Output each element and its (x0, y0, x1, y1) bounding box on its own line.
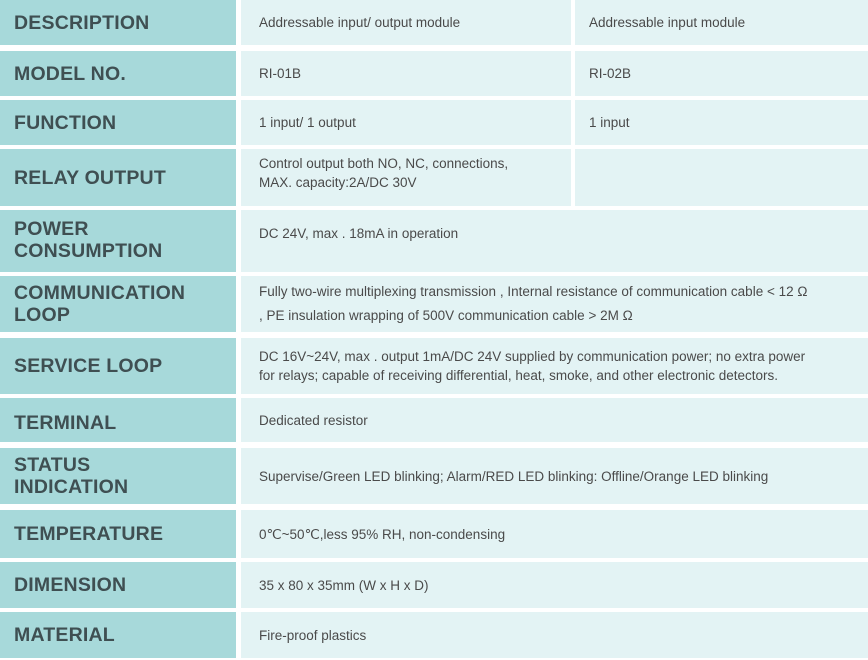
table-row-power-consumption (0, 210, 868, 272)
row-label-function: FUNCTION (0, 100, 236, 145)
row-label-terminal: TERMINAL (0, 398, 236, 442)
cell-service-loop: DC 16V~24V, max . output 1mA/DC 24V supplied by communication power; no extra power for relays; capable of receiving differential, heat, smoke, and other electronic detectors. (241, 338, 868, 394)
relay-line-2: MAX. capacity:2A/DC 30V (259, 175, 417, 190)
cell-function-ri02b: 1 input (575, 100, 868, 145)
row-label-temperature: TEMPERATURE (0, 510, 236, 558)
cell-communication-loop: Fully two-wire multiplexing transmission , Internal resistance of communication cable < 12 Ω , PE insulation wrapping of 500V communication cable > 2M Ω (241, 276, 868, 332)
cell-status-indication: Supervise/Green LED blinking; Alarm/RED LED blinking: Offline/Orange LED blinking (241, 448, 868, 504)
cell-model-ri01b: RI-01B (241, 51, 571, 96)
cell-material: Fire-proof plastics (241, 612, 868, 658)
row-label-communication-loop: COMMUNICATION LOOP (0, 276, 236, 332)
table-row-communication-loop (0, 276, 868, 332)
table-row-service-loop (0, 338, 868, 394)
table-row-status-indication (0, 448, 868, 504)
table-row-terminal (0, 398, 868, 442)
table-row-temperature (0, 510, 868, 558)
table-row-model-no (0, 51, 868, 96)
cell-relay-ri01b (241, 149, 571, 206)
table-row-dimension (0, 562, 868, 608)
cell-relay-ri02b (575, 149, 868, 206)
cell-description-ri02b: Addressable input module (575, 0, 868, 45)
table-row-description (0, 0, 868, 45)
cell-model-ri02b: RI-02B (575, 51, 868, 96)
cell-dimension: 35 x 80 x 35mm (W x H x D) (241, 562, 868, 608)
row-label-status-indication: STATUS INDICATION (0, 448, 236, 504)
row-label-description: DESCRIPTION (0, 0, 236, 45)
row-label-dimension: DIMENSION (0, 562, 236, 608)
row-label-service-loop: SERVICE LOOP (0, 338, 236, 394)
table-row-function (0, 100, 868, 145)
row-label-relay-output: RELAY OUTPUT (0, 149, 236, 206)
cell-description-ri01b: Addressable input/ output module (241, 0, 571, 45)
row-label-model-no: MODEL NO. (0, 51, 236, 96)
cell-function-ri01b: 1 input/ 1 output (241, 100, 571, 145)
relay-line-1: Control output both NO, NC, connections, (259, 156, 509, 171)
table-row-relay-output (0, 149, 868, 206)
row-label-material: MATERIAL (0, 612, 236, 658)
row-label-power-consumption: POWER CONSUMPTION (0, 210, 236, 272)
cell-terminal: Dedicated resistor (241, 398, 868, 442)
table-row-material (0, 612, 868, 658)
cell-temperature: 0℃~50℃,less 95% RH, non-condensing (241, 510, 868, 558)
cell-power-consumption: DC 24V, max . 18mA in operation (241, 210, 868, 272)
